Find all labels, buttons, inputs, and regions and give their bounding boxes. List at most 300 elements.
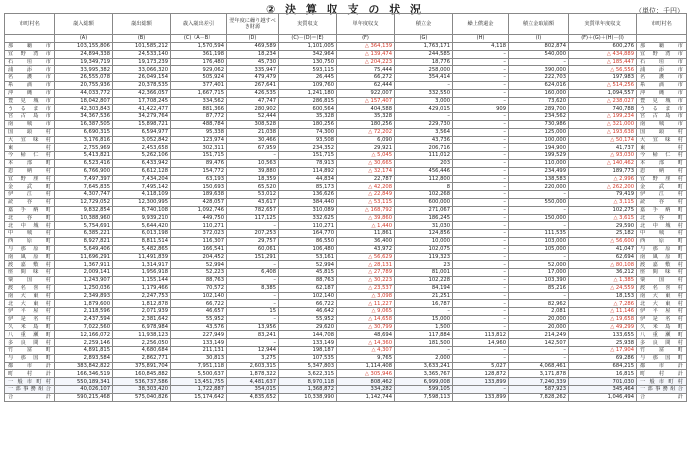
cell-h: – — [453, 113, 509, 121]
cell-d: – — [227, 292, 279, 300]
cell-j: 189,773 — [569, 167, 637, 175]
cell-a: 166,346,519 — [55, 370, 113, 378]
cell-i: – — [509, 191, 569, 199]
cell-h: – — [453, 300, 509, 308]
cell-g: 102,228 — [395, 276, 453, 284]
cell-e: 44,834 — [279, 175, 337, 183]
row-name: 八重瀬町 — [5, 331, 55, 339]
cell-j: △ 80,108 — [569, 261, 637, 269]
cell-a: 383,842,822 — [55, 362, 113, 370]
cell-i: 111,535 — [509, 230, 569, 238]
cell-e: 384,440 — [279, 198, 337, 206]
cell-g: 229,730 — [395, 120, 453, 128]
table-row — [5, 261, 687, 269]
cell-e: 85,173 — [279, 183, 337, 191]
cell-b: 2,381,642 — [113, 315, 171, 323]
cell-f: △ 30,799 — [337, 323, 395, 331]
cell-c: 110,271 — [171, 222, 227, 230]
cell-c: 95,338 — [171, 128, 227, 136]
cell-j: △ 193,638 — [569, 128, 637, 136]
cell-c: 30,813 — [171, 354, 227, 362]
cell-d: 8,385 — [227, 284, 279, 292]
cell-h: – — [453, 386, 509, 394]
header-single-year: 単年度収支 — [337, 14, 395, 35]
cell-a: 2,009,141 — [55, 269, 113, 277]
table-row — [5, 66, 687, 74]
row-name: 伊是名村 — [5, 315, 55, 323]
cell-d: 65,520 — [227, 183, 279, 191]
cell-f: 66,272 — [337, 74, 395, 82]
cell-a: 19,349,719 — [55, 58, 113, 66]
cell-h: – — [453, 222, 509, 230]
cell-j: △ 514,256 — [569, 81, 637, 89]
cell-f: 808,462 — [337, 378, 395, 386]
cell-a: 6,690,315 — [55, 128, 113, 136]
cell-g: 119,323 — [395, 253, 453, 261]
cell-c: 70,572 — [171, 284, 227, 292]
cell-h: – — [453, 120, 509, 128]
cell-j: △ 140,462 — [569, 159, 637, 167]
cell-b: 8,740,108 — [113, 206, 171, 214]
cell-e: 106,480 — [279, 245, 337, 253]
cell-i: 103,390 — [509, 276, 569, 284]
cell-a: 5,754,691 — [55, 222, 113, 230]
cell-j: △ 7,286 — [569, 300, 637, 308]
cell-c: 46,657 — [171, 308, 227, 316]
header-balance: 歳入歳出差引 — [171, 14, 227, 35]
table-row — [5, 393, 687, 401]
table-row — [5, 214, 687, 222]
cell-e: 110,271 — [279, 222, 337, 230]
table-row — [5, 362, 687, 370]
row-name: 宮古島市 — [5, 113, 55, 121]
cell-j: 29,590 — [569, 222, 637, 230]
row-name: 北大東村 — [5, 300, 55, 308]
row-name-right: 座間味村 — [637, 269, 687, 277]
row-name: 多良間村 — [5, 339, 55, 347]
cell-j: △ 56,600 — [569, 237, 637, 245]
cell-i: 142,507 — [509, 339, 569, 347]
cell-f: 48,694 — [337, 331, 395, 339]
cell-e: 1,368,872 — [279, 386, 337, 394]
cell-b: 17,708,245 — [113, 97, 171, 105]
cell-b: 536,737,586 — [113, 378, 171, 386]
cell-i: 222,703 — [509, 74, 569, 82]
row-name: 豊見城市 — [5, 97, 55, 105]
cell-f: △ 32,174 — [337, 167, 395, 175]
cell-c: 123,974 — [171, 136, 227, 144]
cell-h: – — [453, 183, 509, 191]
cell-i: – — [509, 222, 569, 230]
cell-h: 133,899 — [453, 378, 509, 386]
cell-c: 166,541 — [171, 245, 227, 253]
cell-d: 207,253 — [227, 230, 279, 238]
cell-b: 101,585,212 — [113, 43, 171, 51]
cell-g: 102,075 — [395, 245, 453, 253]
row-name-right: 与那原町 — [637, 245, 687, 253]
cell-g: 124,856 — [395, 230, 453, 238]
cell-d: 151,291 — [227, 253, 279, 261]
cell-e: 144,708 — [279, 331, 337, 339]
table-row — [5, 175, 687, 183]
cell-e: 164,770 — [279, 230, 337, 238]
cell-d: 267,641 — [227, 81, 279, 89]
code-i: (I) — [509, 35, 569, 43]
cell-j: 62,694 — [569, 253, 637, 261]
cell-f: 22,787 — [337, 175, 395, 183]
header-reserve: 積立金 — [395, 14, 453, 35]
cell-f: △ 42,208 — [337, 183, 395, 191]
cell-c: 488,784 — [171, 120, 227, 128]
cell-b: 6,433,942 — [113, 159, 171, 167]
cell-a: 8,927,821 — [55, 237, 113, 245]
cell-j: △ 50,174 — [569, 136, 637, 144]
table-row — [5, 308, 687, 316]
cell-g: – — [395, 347, 453, 355]
cell-e: 74,300 — [279, 128, 337, 136]
settlement-table — [4, 13, 687, 402]
cell-d: 2,603,315 — [227, 362, 279, 370]
cell-h: – — [453, 58, 509, 66]
row-name-right: 嘉手納町 — [637, 206, 687, 214]
row-name: 東村 — [5, 144, 55, 152]
cell-b: 9,939,210 — [113, 214, 171, 222]
cell-e: 107,535 — [279, 354, 337, 362]
cell-g: 244,585 — [395, 50, 453, 58]
cell-g: 206,716 — [395, 144, 453, 152]
row-name: 恩納村 — [5, 167, 55, 175]
row-name: 粟国村 — [5, 276, 55, 284]
cell-h: – — [453, 81, 509, 89]
cell-f: △ 305,946 — [337, 370, 395, 378]
table-row — [5, 323, 687, 331]
cell-f: △ 4,307 — [337, 347, 395, 355]
cell-h: – — [453, 206, 509, 214]
cell-c: 7,951,118 — [171, 362, 227, 370]
row-name-right: 北大東村 — [637, 300, 687, 308]
cell-d: 782,657 — [227, 206, 279, 214]
cell-d: 39,880 — [227, 167, 279, 175]
cell-f: △ 9,065 — [337, 308, 395, 316]
cell-g: 43,736 — [395, 136, 453, 144]
cell-h: – — [453, 198, 509, 206]
cell-d: – — [227, 152, 279, 160]
cell-e: 46,642 — [279, 308, 337, 316]
cell-i: 125,000 — [509, 128, 569, 136]
cell-b: 5,482,865 — [113, 245, 171, 253]
code-f: (F) — [337, 35, 395, 43]
table-row — [5, 128, 687, 136]
cell-j: △ 93,030 — [569, 152, 637, 160]
cell-d: – — [227, 276, 279, 284]
row-name-right: 渡名喜村 — [637, 284, 687, 292]
cell-c: 1,722,887 — [171, 386, 227, 394]
row-name-right: 宜野湾市 — [637, 50, 687, 58]
code-e: (C)－(D)＝(E) — [279, 35, 337, 43]
cell-b: 24,533,140 — [113, 50, 171, 58]
cell-i: 52,000 — [509, 261, 569, 269]
row-name-right: 竹富町 — [637, 347, 687, 355]
cell-j: 197,983 — [569, 74, 637, 82]
cell-c: 55,952 — [171, 315, 227, 323]
table-row — [5, 269, 687, 277]
cell-h: – — [453, 89, 509, 97]
cell-f: △ 28,131 — [337, 261, 395, 269]
code-a: (A) — [55, 35, 113, 43]
cell-b: 11,938,123 — [113, 331, 171, 339]
cell-h: 4,118 — [453, 43, 509, 51]
cell-f: △ 39,860 — [337, 214, 395, 222]
cell-c: 13,451,755 — [171, 378, 227, 386]
row-name: 一般市町村 — [5, 378, 55, 386]
cell-e: 180,256 — [279, 120, 337, 128]
cell-e: 88,763 — [279, 276, 337, 284]
cell-g: 117,884 — [395, 331, 453, 339]
table-row — [5, 136, 687, 144]
cell-g: 21,251 — [395, 292, 453, 300]
cell-a: 550,189,341 — [55, 378, 113, 386]
cell-f: △ 72,202 — [337, 128, 395, 136]
cell-f: △ 1,440 — [337, 222, 395, 230]
cell-a: 7,645,835 — [55, 183, 113, 191]
code-row — [5, 35, 687, 43]
cell-b: 6,612,128 — [113, 167, 171, 175]
cell-b: 6,013,198 — [113, 230, 171, 238]
row-name: 一部事務組合 — [5, 386, 55, 394]
cell-g: 2,000 — [395, 354, 453, 362]
cell-h: – — [453, 347, 509, 355]
cell-e: 10,338,990 — [279, 393, 337, 401]
row-name-right: 伊是名村 — [637, 315, 687, 323]
cell-h: 909 — [453, 105, 509, 113]
cell-c: 43,576 — [171, 323, 227, 331]
cell-h: 5,027 — [453, 362, 509, 370]
cell-h: – — [453, 66, 509, 74]
cell-g: 23 — [395, 261, 453, 269]
cell-h: – — [453, 167, 509, 175]
row-name-right: 北谷町 — [637, 214, 687, 222]
cell-a: 42,303,843 — [55, 105, 113, 113]
cell-d: 52,444 — [227, 113, 279, 121]
cell-j: 16,815 — [569, 370, 637, 378]
cell-i: 289,700 — [509, 105, 569, 113]
cell-g: – — [395, 113, 453, 121]
cell-g: – — [395, 308, 453, 316]
row-name-right: 宮古島市 — [637, 113, 687, 121]
row-name-right: 渡嘉敷村 — [637, 261, 687, 269]
cell-f: △ 30,223 — [337, 276, 395, 284]
cell-c: 449,750 — [171, 214, 227, 222]
table-row — [5, 89, 687, 97]
cell-h: – — [453, 253, 509, 261]
cell-b: 33,066,320 — [113, 66, 171, 74]
row-name-right: 名護市 — [637, 74, 687, 82]
cell-a: 2,437,594 — [55, 315, 113, 323]
cell-j: 69,286 — [569, 354, 637, 362]
table-row — [5, 331, 687, 339]
cell-g: 111,012 — [395, 152, 453, 160]
table-row — [5, 105, 687, 113]
cell-d: – — [227, 339, 279, 347]
cell-a: 590,215,468 — [55, 393, 113, 401]
row-name: 那覇市 — [5, 43, 55, 51]
table-row — [5, 300, 687, 308]
cell-g: 1,763,171 — [395, 43, 453, 51]
row-name: 中城村 — [5, 230, 55, 238]
cell-f: △ 14,360 — [337, 339, 395, 347]
cell-c: 372,023 — [171, 230, 227, 238]
cell-a: 11,696,291 — [55, 253, 113, 261]
cell-j: 79,419 — [569, 191, 637, 199]
cell-g: 81,001 — [395, 269, 453, 277]
cell-j: 41,737 — [569, 144, 637, 152]
cell-e: 198,187 — [279, 347, 337, 355]
row-name: 渡名喜村 — [5, 284, 55, 292]
cell-j: △ 2,996 — [569, 175, 637, 183]
cell-f: △ 204,223 — [337, 58, 395, 66]
cell-j: 102,275 — [569, 206, 637, 214]
cell-e: 5,347,803 — [279, 362, 337, 370]
row-name: 名護市 — [5, 74, 55, 82]
cell-b: 7,434,204 — [113, 175, 171, 183]
row-name-right: 与那国町 — [637, 354, 687, 362]
cell-d: 469,589 — [227, 43, 279, 51]
cell-j: 740,788 — [569, 105, 637, 113]
row-name: 大宜味村 — [5, 136, 55, 144]
cell-c: 227,949 — [171, 331, 227, 339]
cell-b: 12,300,995 — [113, 198, 171, 206]
cell-i: 160,000 — [509, 89, 569, 97]
cell-a: 12,166,072 — [55, 331, 113, 339]
cell-d: 1,878,322 — [227, 370, 279, 378]
cell-i: 2,081 — [509, 308, 569, 316]
cell-d: 21,038 — [227, 128, 279, 136]
row-name-right: 本部町 — [637, 159, 687, 167]
cell-d: 83,241 — [227, 331, 279, 339]
cell-a: 6,385,221 — [55, 230, 113, 238]
row-name-right: 金武町 — [637, 183, 687, 191]
cell-h: – — [453, 261, 509, 269]
table-row — [5, 315, 687, 323]
cell-c: 89,476 — [171, 159, 227, 167]
cell-b: 26,049,154 — [113, 74, 171, 82]
cell-h: – — [453, 284, 509, 292]
row-name: 宜野湾市 — [5, 50, 55, 58]
cell-j: 133,655 — [569, 331, 637, 339]
table-row — [5, 152, 687, 160]
cell-h: – — [453, 308, 509, 316]
code-blank-right — [637, 35, 687, 43]
row-name-right: 沖縄市 — [637, 89, 687, 97]
row-name: 都市計 — [5, 362, 55, 370]
cell-h: – — [453, 237, 509, 245]
cell-a: 6,766,900 — [55, 167, 113, 175]
cell-h: – — [453, 245, 509, 253]
cell-a: 34,367,536 — [55, 113, 113, 121]
table-row — [5, 58, 687, 66]
cell-f: △ 30,665 — [337, 159, 395, 167]
cell-d: 280,902 — [227, 105, 279, 113]
table-row — [5, 198, 687, 206]
cell-h: – — [453, 323, 509, 331]
cell-g: 181,500 — [395, 339, 453, 347]
cell-a: 7,497,397 — [55, 175, 113, 183]
cell-e: 332,625 — [279, 214, 337, 222]
cell-a: 2,118,596 — [55, 308, 113, 316]
cell-g: 186,245 — [395, 214, 453, 222]
cell-a: 33,995,382 — [55, 66, 113, 74]
cell-f: 1,114,408 — [337, 362, 395, 370]
cell-c: 87,772 — [171, 113, 227, 121]
cell-b: 2,256,050 — [113, 339, 171, 347]
cell-b: 5,644,420 — [113, 222, 171, 230]
header-real-balance: 実質収支 — [279, 14, 337, 35]
cell-f: 11,861 — [337, 230, 395, 238]
cell-g: 84,194 — [395, 284, 453, 292]
cell-i: – — [509, 347, 569, 355]
cell-d: 4,835,652 — [227, 393, 279, 401]
cell-b: 575,040,826 — [113, 393, 171, 401]
cell-h: – — [453, 159, 509, 167]
cell-h: – — [453, 97, 509, 105]
cell-j: △ 3,115 — [569, 198, 637, 206]
cell-g: 18,776 — [395, 58, 453, 66]
cell-g: 599,105 — [395, 386, 453, 394]
cell-i: 20,000 — [509, 323, 569, 331]
cell-b: 4,118,109 — [113, 191, 171, 199]
row-name: 竹富町 — [5, 347, 55, 355]
row-name: 本部町 — [5, 159, 55, 167]
cell-e: 133,149 — [279, 339, 337, 347]
table-row — [5, 159, 687, 167]
row-name-right: 豊見城市 — [637, 97, 687, 105]
cell-e: 8,970,118 — [279, 378, 337, 386]
cell-f: 1,142,744 — [337, 393, 395, 401]
cell-c: 63,193 — [171, 175, 227, 183]
cell-j: 18,153 — [569, 292, 637, 300]
cell-c: 881,366 — [171, 105, 227, 113]
row-name: 石垣市 — [5, 58, 55, 66]
cell-d: 117,125 — [227, 214, 279, 222]
cell-a: 6,523,416 — [55, 159, 113, 167]
cell-f: 29,921 — [337, 144, 395, 152]
cell-a: 5,413,821 — [55, 152, 113, 160]
cell-i: 550,000 — [509, 198, 569, 206]
row-name: 合計 — [5, 393, 55, 401]
cell-g: 3,633,241 — [395, 362, 453, 370]
cell-i: 3,171,878 — [509, 370, 569, 378]
table-row — [5, 237, 687, 245]
cell-e: 342,964 — [279, 50, 337, 58]
cell-c: 151,715 — [171, 152, 227, 160]
cell-a: 2,259,146 — [55, 339, 113, 347]
cell-h: – — [453, 74, 509, 82]
cell-j: 36,212 — [569, 269, 637, 277]
cell-d: 18,359 — [227, 175, 279, 183]
cell-b: 1,812,878 — [113, 300, 171, 308]
cell-j: 1,094,557 — [569, 89, 637, 97]
cell-f: 6,090 — [337, 136, 395, 144]
row-name-right: 八重瀬町 — [637, 331, 687, 339]
cell-h: – — [453, 276, 509, 284]
cell-h: 113,812 — [453, 331, 509, 339]
cell-j: △ 24,559 — [569, 284, 637, 292]
cell-f: 43,972 — [337, 245, 395, 253]
row-name: 伊江村 — [5, 191, 55, 199]
cell-a: 1,879,600 — [55, 300, 113, 308]
cell-f: △ 23,537 — [337, 284, 395, 292]
cell-h: – — [453, 354, 509, 362]
